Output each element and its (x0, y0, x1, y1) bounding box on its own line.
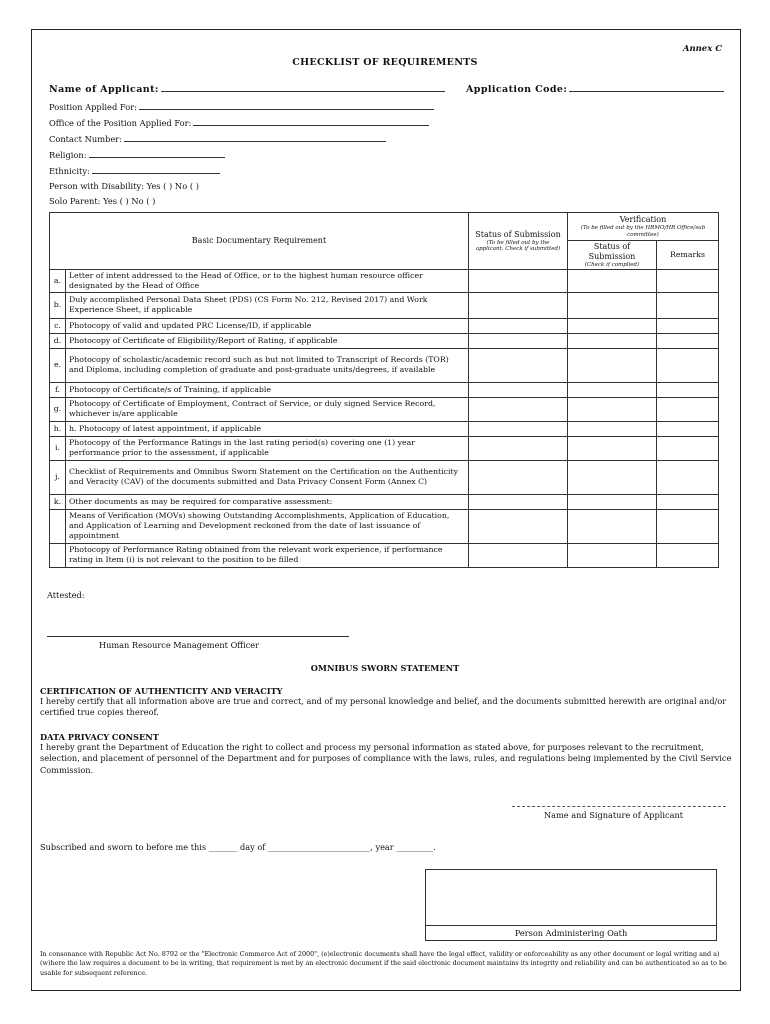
row-letter: c. (50, 318, 66, 333)
row-status-cell[interactable] (469, 348, 568, 382)
row-status-cell[interactable] (469, 333, 568, 348)
row-letter: k. (50, 494, 66, 509)
row-status-cell[interactable] (469, 421, 568, 436)
status-header-title: Status of Submission (475, 229, 561, 239)
table-header-row (50, 213, 719, 241)
row-remarks-cell[interactable] (657, 543, 719, 567)
applicant-name-label: Name of Applicant: (49, 84, 159, 95)
row-remarks-cell[interactable] (657, 494, 719, 509)
row-remarks-cell[interactable] (657, 318, 719, 333)
row-requirement: Photocopy of Certificate of Eligibility/Report of Rating, if applicable (66, 333, 469, 348)
office-field[interactable] (193, 117, 429, 126)
requirements-body (50, 270, 719, 567)
cav-text: I hereby certify that all information above are true and correct, and of my personal knowledge and belief, and the documents submitted herewith are original and/or certified true copies thereof. (40, 696, 727, 718)
table-row (50, 382, 719, 397)
annex-label: Annex C (682, 44, 722, 54)
row-remarks-cell[interactable] (657, 397, 719, 421)
row-status-cell[interactable] (469, 543, 568, 567)
table-row (50, 436, 719, 460)
ethnicity-field[interactable] (92, 165, 220, 174)
religion-row (49, 149, 225, 160)
verification-header-title: Verification (619, 215, 667, 225)
row-verification-cell[interactable] (568, 382, 657, 397)
contact-row (49, 133, 386, 144)
footnote: In consonance with Republic Act No. 8792 or the "Electronic Commerce Act of 2000", (e)electronic documents shall have the legal effect, validity or enforceability as any other document or legal writing and a) (w)here the law requires a document to be in writing, that requirement is met by an electronic document if the said electronic document maintains its integrity and reliability and can be authenticated so as to be usable for subsequent reference. (40, 950, 727, 977)
office-label: Office of the Position Applied For: (49, 118, 192, 128)
row-requirement: Photocopy of scholastic/academic record such as but not limited to Transcript of Records (TOR) and Diploma, including completion of graduate and post-graduate units/degrees, if available (66, 348, 469, 382)
row-remarks-cell[interactable] (657, 421, 719, 436)
row-requirement: Photocopy of Certificate/s of Training, if applicable (66, 382, 469, 397)
row-status-cell[interactable] (469, 509, 568, 543)
privacy-text: I hereby grant the Department of Education the right to collect and process my personal information as stated above, for purposes relevant to the recruitment, selection, and placement of personnel of the Department and for purposes of compliance with the laws, rules, and regulations being implemented by the Civil Service Commission. (40, 742, 732, 775)
contact-label: Contact Number: (49, 134, 123, 144)
attested-label: Attested: (47, 590, 85, 600)
row-requirement: Photocopy of valid and updated PRC License/ID, if applicable (66, 318, 469, 333)
row-verification-cell[interactable] (568, 397, 657, 421)
table-row (50, 509, 719, 543)
ver-status-header-title: Status of Submission (588, 242, 636, 261)
row-status-cell[interactable] (469, 292, 568, 318)
row-requirement: Duly accomplished Personal Data Sheet (PDS) (CS Form No. 212, Revised 2017) and Work Experience Sheet, if applicable (66, 292, 469, 318)
ethnicity-row (49, 165, 220, 176)
row-letter: i. (50, 436, 66, 460)
position-label: Position Applied For: (49, 102, 137, 112)
position-field[interactable] (139, 101, 434, 110)
row-verification-cell[interactable] (568, 509, 657, 543)
row-requirement: Means of Verification (MOVs) showing Outstanding Accomplishments, Application of Education, and Application of Learning and Development reckoned from the date of last issuance of appointment (66, 509, 469, 543)
cav-heading: CERTIFICATION OF AUTHENTICITY AND VERACITY (40, 686, 283, 696)
row-status-cell[interactable] (469, 397, 568, 421)
row-remarks-cell[interactable] (657, 509, 719, 543)
table-row (50, 421, 719, 436)
row-remarks-cell[interactable] (657, 348, 719, 382)
table-row (50, 318, 719, 333)
row-letter: b. (50, 292, 66, 318)
row-status-cell[interactable] (469, 494, 568, 509)
religion-label: Religion: (49, 150, 87, 160)
row-remarks-cell[interactable] (657, 436, 719, 460)
row-requirement: h. Photocopy of latest appointment, if applicable (66, 421, 469, 436)
solo-parent-row[interactable]: Solo Parent: Yes ( ) No ( ) (49, 196, 156, 206)
hrmo-label: Human Resource Management Officer (99, 640, 260, 650)
application-code-label: Application Code: (466, 84, 568, 95)
table-row (50, 460, 719, 494)
row-status-cell[interactable] (469, 460, 568, 494)
oath-label: Person Administering Oath (514, 928, 628, 938)
row-verification-cell[interactable] (568, 270, 657, 292)
row-verification-cell[interactable] (568, 494, 657, 509)
row-requirement: Photocopy of Certificate of Employment, Contract of Service, or duly signed Service Record, whichever is/are applicable (66, 397, 469, 421)
row-letter: j. (50, 460, 66, 494)
ver-status-header (568, 241, 657, 270)
requirements-table (49, 212, 719, 568)
row-letter (50, 543, 66, 567)
requirement-header: Basic Documentary Requirement (50, 213, 469, 270)
row-letter: g. (50, 397, 66, 421)
table-row (50, 397, 719, 421)
row-status-cell[interactable] (469, 436, 568, 460)
row-requirement: Letter of intent addressed to the Head of Office, or to the highest human resource officer designated by the Head of Office (66, 270, 469, 292)
verification-header-note: (To be filled out by the HRMO/HR Office/sub committee) (580, 225, 706, 238)
oath-divider (426, 925, 716, 926)
row-remarks-cell[interactable] (657, 333, 719, 348)
row-status-cell[interactable] (469, 318, 568, 333)
applicant-signature-label: Name and Signature of Applicant (544, 810, 684, 820)
table-row (50, 270, 719, 292)
table-row (50, 292, 719, 318)
position-row (49, 101, 434, 112)
row-verification-cell[interactable] (568, 318, 657, 333)
row-verification-cell[interactable] (568, 292, 657, 318)
applicant-name-row (49, 83, 445, 95)
row-letter: e. (50, 348, 66, 382)
status-header (469, 213, 568, 270)
application-code-field[interactable] (569, 83, 724, 92)
office-row (49, 117, 429, 128)
applicant-name-field[interactable] (161, 83, 445, 92)
row-remarks-cell[interactable] (657, 292, 719, 318)
row-status-cell[interactable] (469, 382, 568, 397)
hrmo-signature-line[interactable] (47, 636, 349, 637)
religion-field[interactable] (89, 149, 225, 158)
table-row (50, 333, 719, 348)
row-verification-cell[interactable] (568, 436, 657, 460)
ver-status-header-note: (Check if complied) (584, 262, 640, 268)
row-requirement: Photocopy of the Performance Ratings in the last rating period(s) covering one (1) year performance prior to the assessment, if applicable (66, 436, 469, 460)
row-letter: a. (50, 270, 66, 292)
status-header-note: (To be filled out by the applicant. Check if submitted) (475, 239, 561, 253)
row-verification-cell[interactable] (568, 333, 657, 348)
contact-field[interactable] (124, 133, 386, 142)
subscribed-text: Subscribed and sworn to before me this _______ day of _________________________, year _________. (40, 842, 436, 852)
row-letter: f. (50, 382, 66, 397)
row-remarks-cell[interactable] (657, 270, 719, 292)
oath-box[interactable] (425, 869, 717, 941)
row-status-cell[interactable] (469, 270, 568, 292)
row-requirement: Other documents as may be required for comparative assessment: (66, 494, 469, 509)
row-remarks-cell[interactable] (657, 460, 719, 494)
row-letter (50, 509, 66, 543)
row-verification-cell[interactable] (568, 421, 657, 436)
table-row (50, 543, 719, 567)
ethnicity-label: Ethnicity: (49, 166, 90, 176)
applicant-signature-line[interactable] (512, 806, 726, 807)
row-requirement: Photocopy of Performance Rating obtained from the relevant work experience, if performance rating in Item (i) is not relevant to the position to be filled (66, 543, 469, 567)
application-code-row (466, 83, 724, 95)
row-verification-cell[interactable] (568, 543, 657, 567)
table-row (50, 494, 719, 509)
row-verification-cell[interactable] (568, 348, 657, 382)
omnibus-title: OMNIBUS SWORN STATEMENT (310, 663, 460, 673)
remarks-header: Remarks (657, 241, 719, 270)
table-row (50, 348, 719, 382)
row-remarks-cell[interactable] (657, 382, 719, 397)
verification-header (568, 213, 719, 241)
row-requirement: Checklist of Requirements and Omnibus Sworn Statement on the Certification on the Authenticity and Veracity (CAV) of the documents submitted and Data Privacy Consent Form (Annex C) (66, 460, 469, 494)
page-title: CHECKLIST OF REQUIREMENTS (292, 57, 478, 68)
row-verification-cell[interactable] (568, 460, 657, 494)
row-letter: h. (50, 421, 66, 436)
disability-row[interactable]: Person with Disability: Yes ( ) No ( ) (49, 181, 199, 191)
row-letter: d. (50, 333, 66, 348)
privacy-heading: DATA PRIVACY CONSENT (40, 732, 159, 742)
